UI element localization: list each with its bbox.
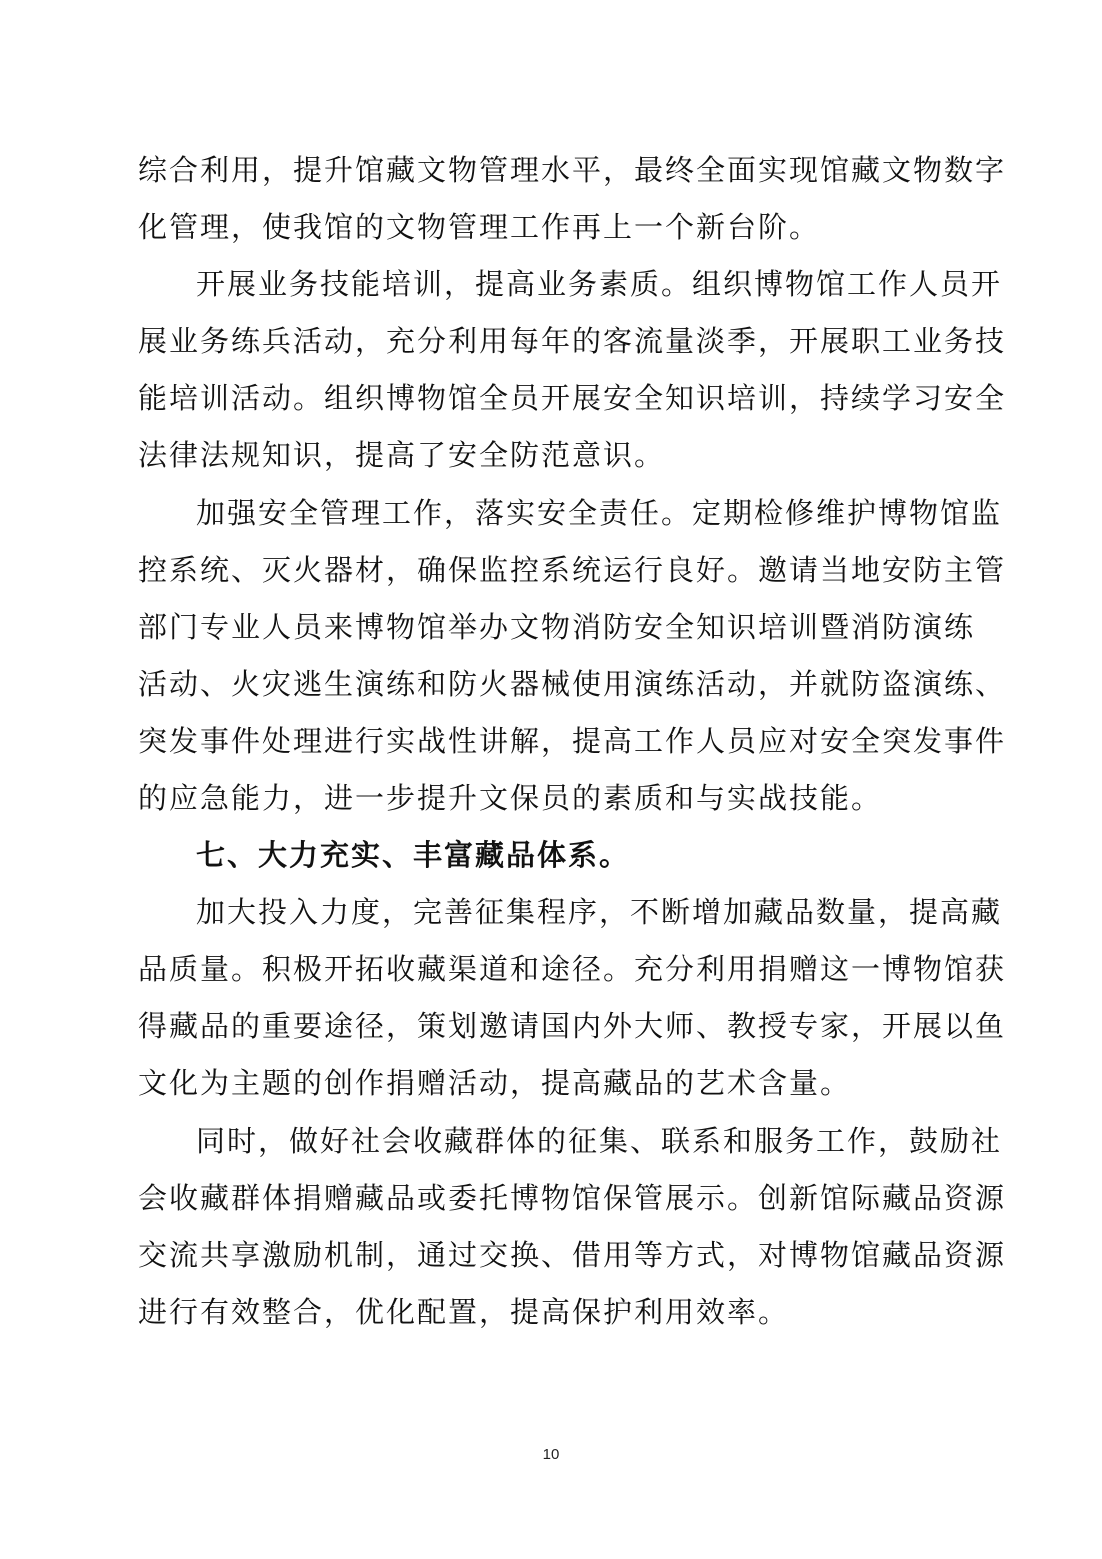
text-line: 加强安全管理工作，落实安全责任。定期检修维护博物馆监 [196,496,1003,530]
text-line: 开展业务技能培训，提高业务素质。组织博物馆工作人员开 [196,267,1003,301]
text-line: 品质量。积极开拓收藏渠道和途径。充分利用捐赠这一博物馆获 [138,952,1007,986]
text-line: 化管理，使我馆的文物管理工作再上一个新台阶。 [138,210,821,244]
text-line: 交流共享激励机制，通过交换、借用等方式，对博物馆藏品资源 [138,1238,1007,1272]
text-line: 能培训活动。组织博物馆全员开展安全知识培训，持续学习安全 [138,381,1007,415]
text-line: 的应急能力，进一步提升文保员的素质和与实战技能。 [138,781,883,815]
text-line: 得藏品的重要途径，策划邀请国内外大师、教授专家，开展以鱼 [138,1009,1007,1043]
text-line: 控系统、灭火器材，确保监控系统运行良好。邀请当地安防主管 [138,553,1007,587]
text-line: 进行有效整合，优化配置，提高保护利用效率。 [138,1295,790,1329]
page-number: 10 [542,1446,560,1463]
text-line: 部门专业人员来博物馆举办文物消防安全知识培训暨消防演练 [138,610,976,644]
text-line: 会收藏群体捐赠藏品或委托博物馆保管展示。创新馆际藏品资源 [138,1181,1007,1215]
section-heading: 七、大力充实、丰富藏品体系。 [196,838,631,872]
text-line: 综合利用，提升馆藏文物管理水平，最终全面实现馆藏文物数字 [138,153,1007,187]
text-line: 法律法规知识，提高了安全防范意识。 [138,438,666,472]
text-line: 加大投入力度，完善征集程序，不断增加藏品数量，提高藏 [196,895,1003,929]
text-line: 文化为主题的创作捐赠活动，提高藏品的艺术含量。 [138,1066,852,1100]
text-line: 展业务练兵活动，充分利用每年的客流量淡季，开展职工业务技 [138,324,1007,358]
text-line: 同时，做好社会收藏群体的征集、联系和服务工作，鼓励社 [196,1124,1003,1158]
text-line: 突发事件处理进行实战性讲解，提高工作人员应对安全突发事件 [138,724,1007,758]
text-line: 活动、火灾逃生演练和防火器械使用演练活动，并就防盗演练、 [138,667,1007,701]
